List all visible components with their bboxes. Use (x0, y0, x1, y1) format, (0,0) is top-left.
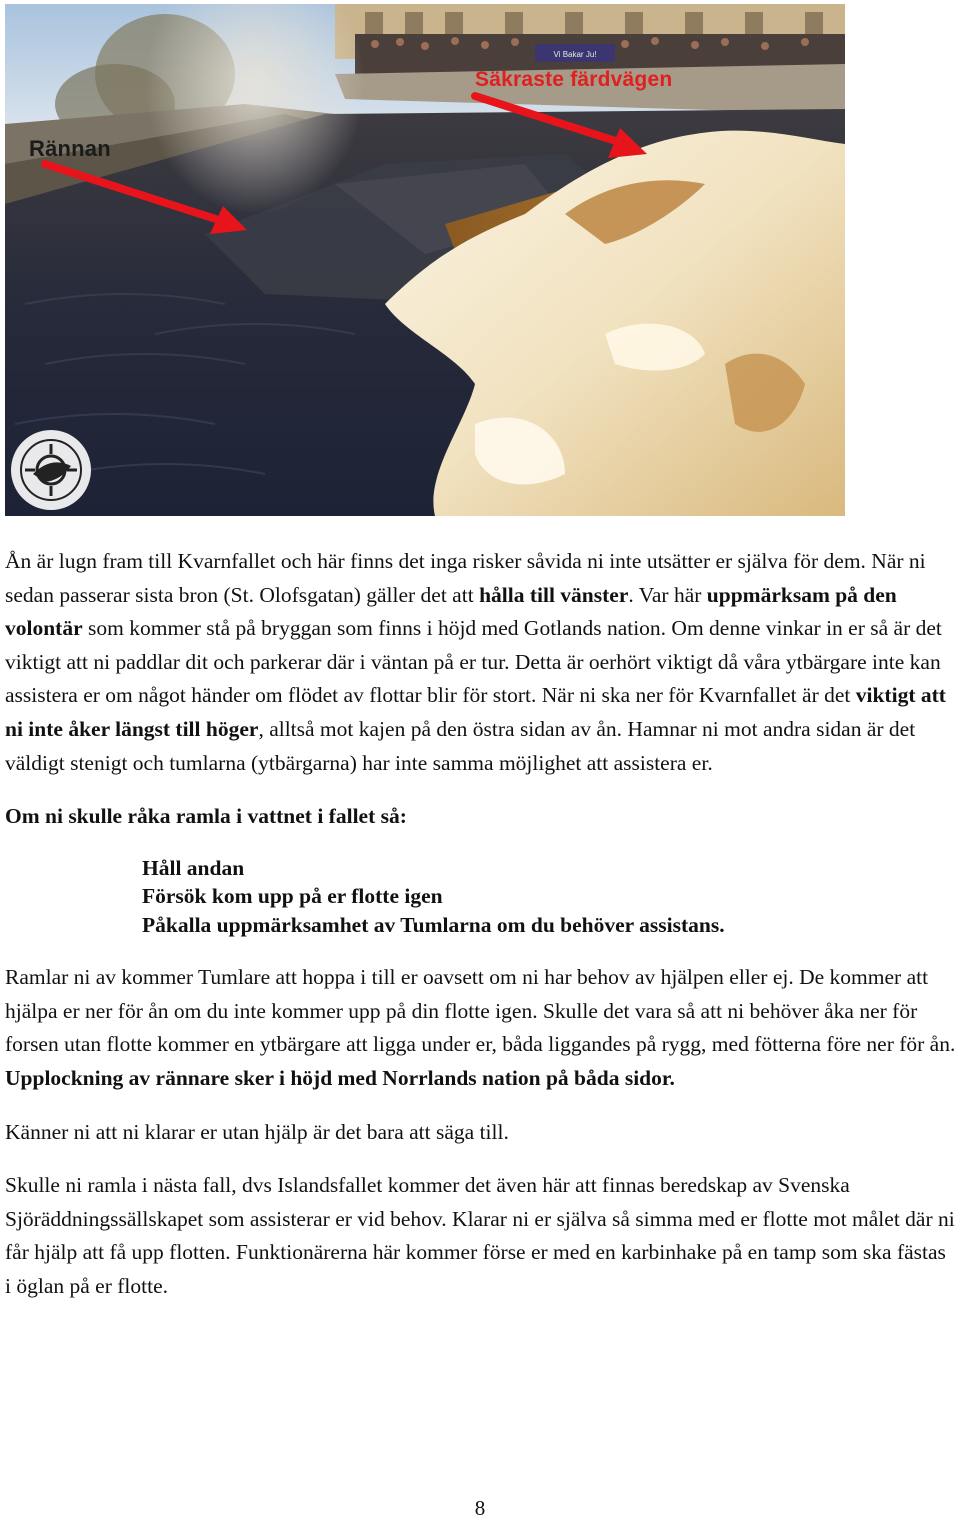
emphasis: hålla till vänster (479, 582, 629, 607)
emphasis: viktigt att ni inte åker längst till höger (5, 683, 946, 741)
fall-heading: Om ni skulle råka ramla i vattnet i fallet så: (5, 804, 407, 829)
paragraph-islandsfallet: Skulle ni ramla i nästa fall, dvs Islandsfallet kommer det även här att finnas beredskap av Svenska Sjöräddningssällskapet som assisterar er vid behov. Klarar ni er själva så simma med er flotte mot målet där ni får hjälp att få upp flotten. Funktionärerna här kommer förse er med en karbinhake på en tamp som ska fästas i öglan på er flotte. (5, 1173, 955, 1298)
list-item: Försök kom upp på er flotte igen (142, 884, 443, 909)
text: , alltså mot kajen på den östra sidan av ån. Hamnar ni mot andra sidan är det väldigt stenigt och tumlarna (ytbärgarna) har inte samma möjlighet att assistera er. (5, 716, 916, 775)
emphasis: Upplockning av rännare sker i höjd med Norrlands nation på båda sidor. (5, 1066, 675, 1091)
instruction-list (142, 854, 957, 940)
safest-route-label: Säkraste färdvägen (475, 68, 673, 91)
page-content (5, 545, 957, 1304)
text: Ån är lugn fram till Kvarnfallet och här finns det inga risker såvida ni inte utsätter er själva för dem. När ni sedan passerar sista bron (St. Olofsgatan) gäller det att (5, 549, 926, 607)
list-item: Påkalla uppmärksamhet av Tumlarna om du behöver assistans. (142, 912, 725, 937)
paragraph-rescue (5, 961, 957, 1095)
list-item: Håll andan (142, 855, 245, 880)
rannan-label: Rännan (29, 136, 111, 161)
emphasis: uppmärksam på den volontär (5, 582, 897, 641)
banner-text: Vi Bakar Ju! (553, 50, 597, 59)
text: som kommer stå på bryggan som finns i höjd med Gotlands nation. Om denne vinkar in er så är det viktigt att ni paddlar dit och parkerar där i väntan på er tur. Detta är oerhört viktigt då våra ytbärgare inte kan assistera er om något händer om flödet av flottar blir för stort. När ni ska ner för Kvarnfallet är det (5, 616, 942, 708)
text: Ramlar ni av kommer Tumlare att hoppa i till er oavsett om ni har behov av hjälpen eller ej. De kommer att hjälpa er ner för ån om du inte kommer upp på din flotte igen. Skulle det vara så att ni behöver åka ner för forsen utan flotte kommer en ytbärgare att ligga under er, båda liggandes på rygg, med fötterna före ner för ån. (5, 965, 956, 1057)
text: . Var här (628, 582, 707, 607)
paragraph-intro (5, 545, 957, 780)
waterfall-photo (5, 4, 845, 516)
page-number: 8 (474, 1496, 486, 1520)
tumlaren-logo (11, 430, 91, 510)
paragraph-no-help: Känner ni att ni klarar er utan hjälp är det bara att säga till. (5, 1119, 509, 1144)
waterfall-scene (5, 4, 845, 516)
